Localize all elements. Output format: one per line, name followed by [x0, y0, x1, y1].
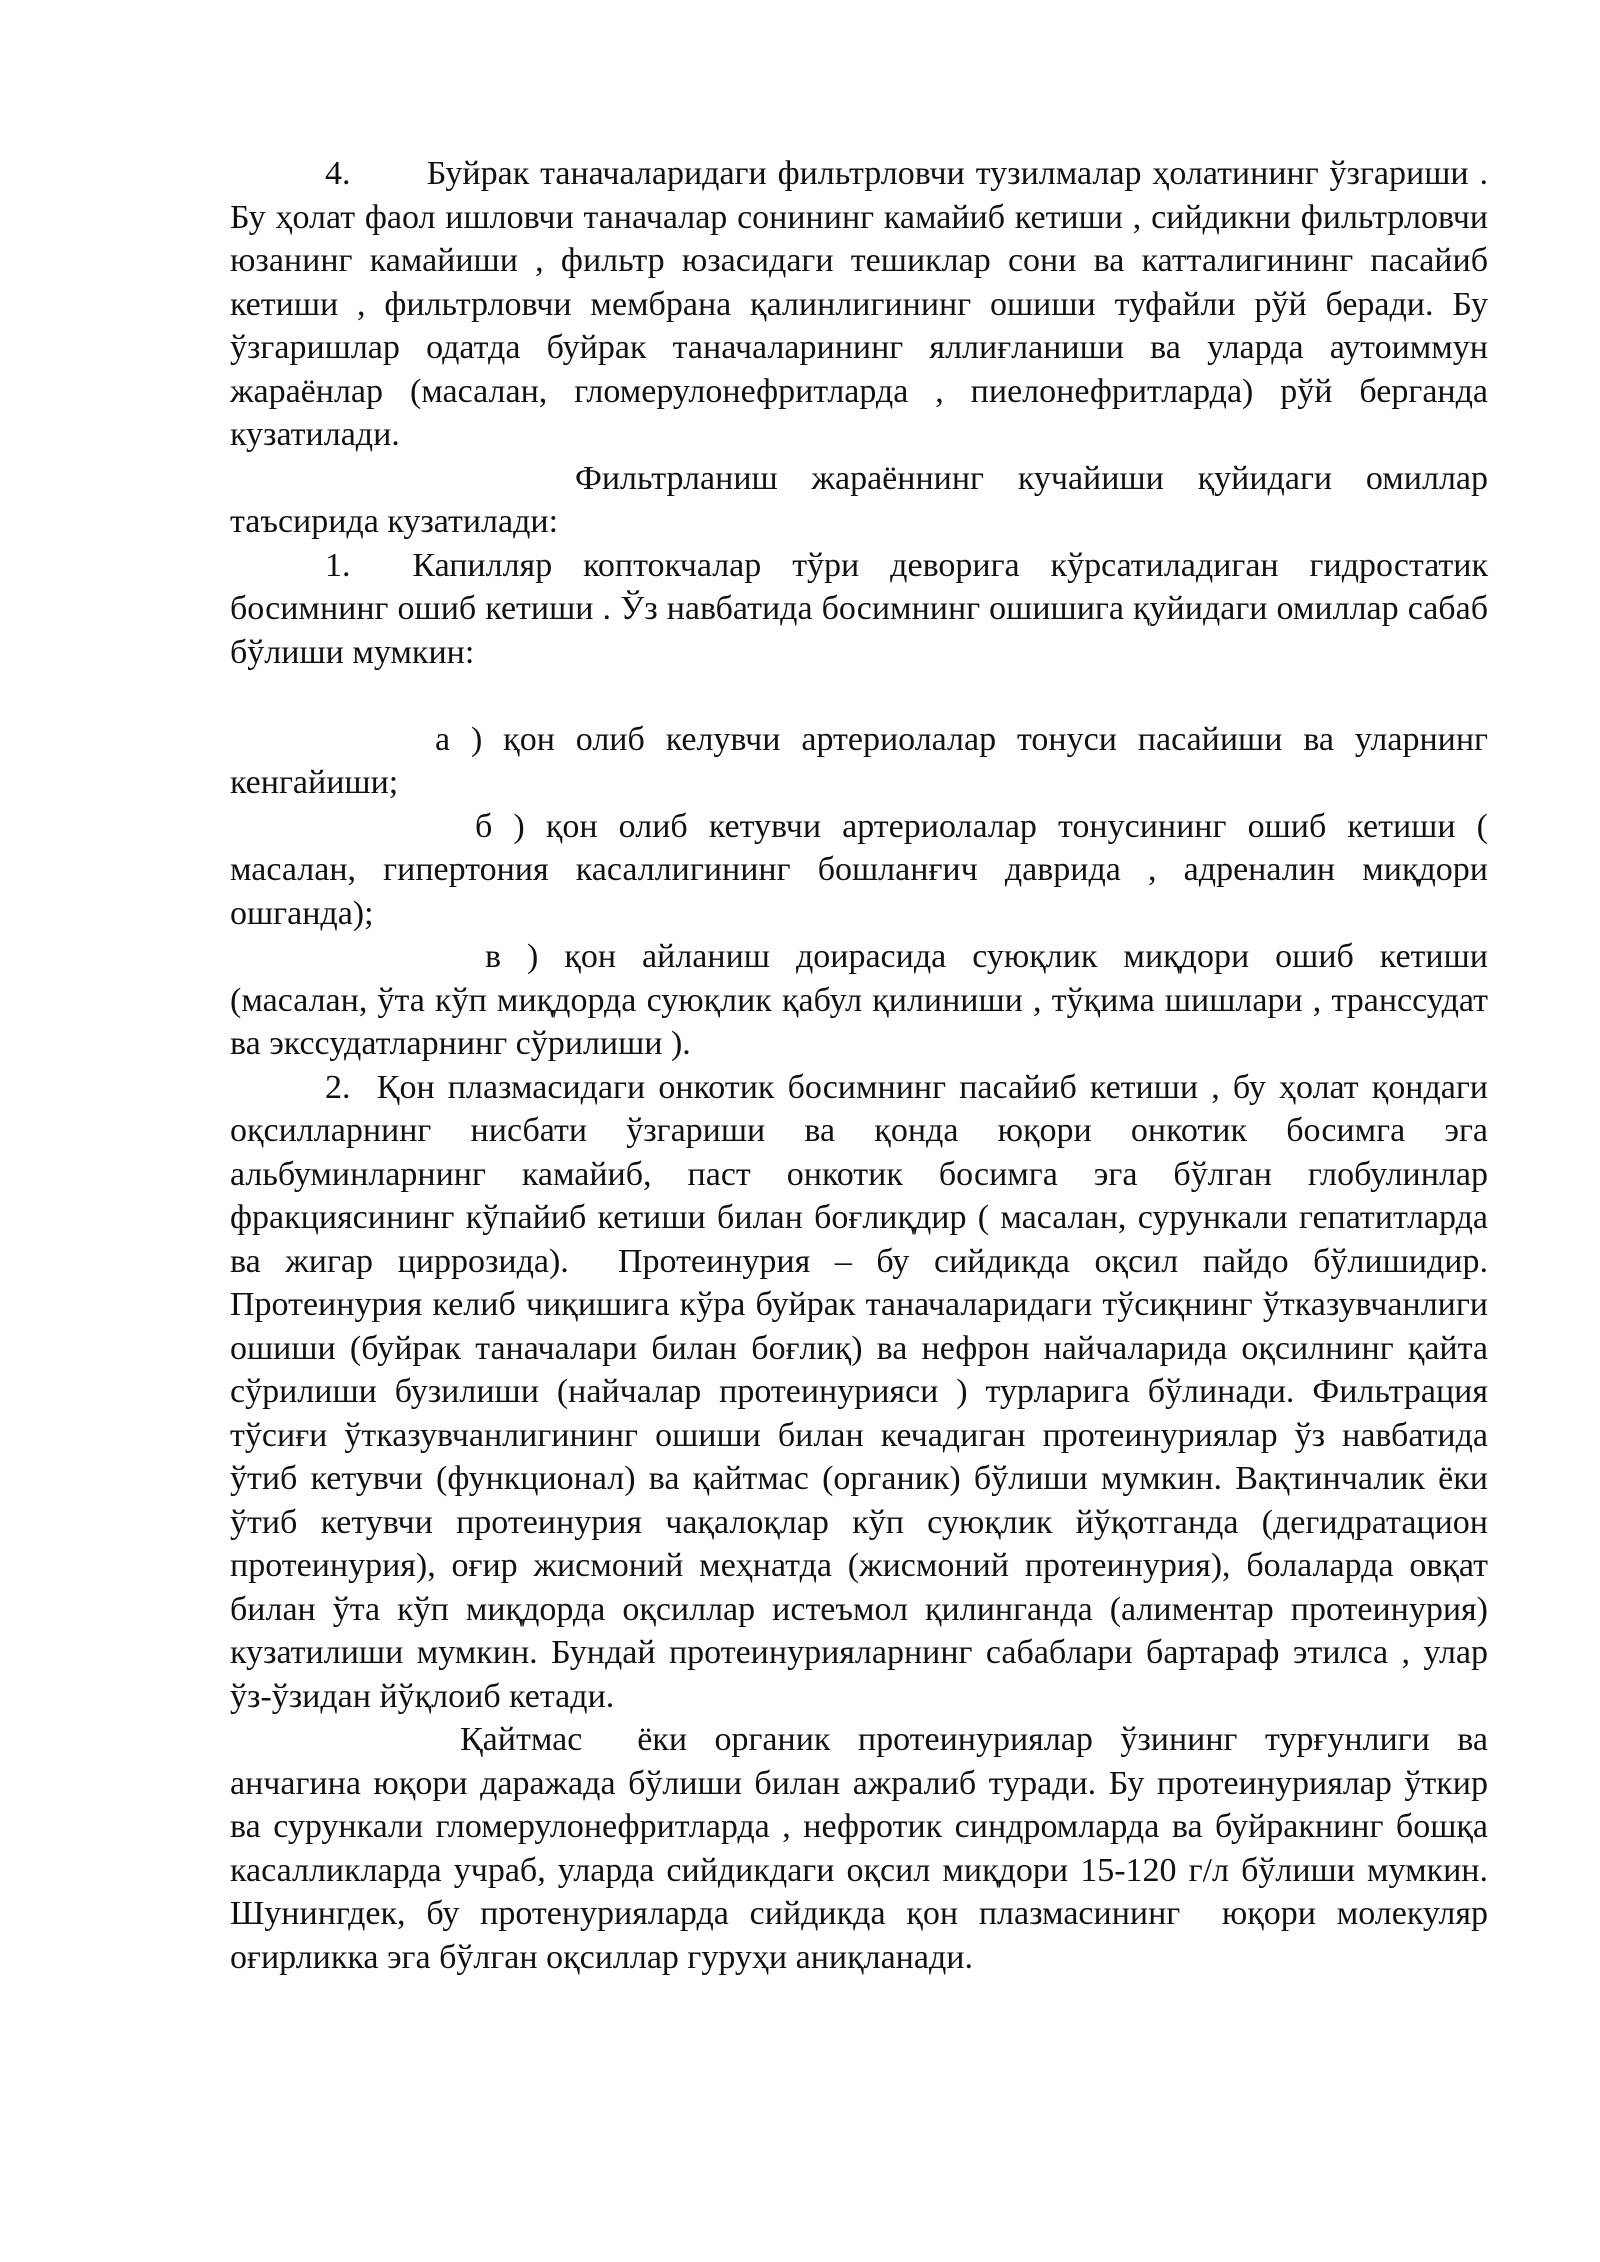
paragraph-item-1: 1. Капилляр коптокчалар тўри деворига кўрсатиладиган гидростатик босимнинг ошиб кетиши . Ўз навбатида босимнинг ошишига қуйидаги омиллар сабаб бўлиши мумкин: [230, 546, 1497, 671]
paragraph-subitem-a: а ) қон олиб келувчи артериолалар тонуси пасайиши ва уларнинг кенгайиши; [230, 720, 1497, 801]
paragraph-item-4: 4. Буйрак таначаларидаги фильтрловчи тузилмалар ҳолатининг ўзгариши . Бу ҳолат фаол ишловчи таначалар сонининг камайиб кетиши , сийдикни фильтрловчи юзанинг камайиши , фильтр юзасидаги тешиклар сони ва катталигининг пасайиб кетиши , фильтрловчи мембрана қалинлигининг ошиши туфайли рўй беради. Бу ўзгаришлар одатда буйрак таначаларининг яллиғланиши ва уларда аутоиммун жараёнлар (масалан, гломерулонефритларда , пиелонефритларда) рўй берганда кузатилади. [230, 155, 1497, 453]
paragraph-subitem-b: б ) қон олиб кетувчи артериолалар тонусининг ошиб кетиши ( масалан, гипертония касаллигининг бошланғич даврида , адреналин миқдори ошганда); [230, 807, 1497, 932]
paragraph-filtration-intro: Фильтрланиш жараённинг кучайиши қуйидаги омиллар таъсирида кузатилади: [230, 459, 1497, 540]
document-body [230, 152, 1497, 1979]
paragraph-irreversible-proteinuria: Қайтмас ёки органик протеинуриялар ўзининг турғунлиги ва анчагина юқори даражада бўлиши билан ажралиб туради. Бу протеинуриялар ўткир ва сурункали гломерулонефритларда , нефротик синдромларда ва буйракнинг бошқа касалликларда учраб, уларда сийдикдаги оқсил миқдори 15-120 г/л бўлиши мумкин. Шунингдек, бу протенурияларда сийдикда қон плазмасининг юқори молекуляр оғирликка эга бўлган оқсиллар гуруҳи аниқланади. [230, 1721, 1497, 1976]
paragraph-item-2: 2. Қон плазмасидаги онкотик босимнинг пасайиб кетиши , бу ҳолат қондаги оқсилларнинг нисбати ўзгариши ва қонда юқори онкотик босимга эга альбуминларнинг камайиб, паст онкотик босимга эга бўлган глобулинлар фракциясининг кўпайиб кетиши билан боғлиқдир ( масалан, сурункали гепатитларда ва жигар циррозида). Протеинурия – бу сийдикда оқсил пайдо бўлишидир. Протеинурия келиб чиқишига кўра буйрак таначаларидаги тўсиқнинг ўтказувчанлиги ошиши (буйрак таначалари билан боғлиқ) ва нефрон найчаларида оқсилнинг қайта сўрилиши бузилиши (найчалар протеинурияси ) турларига бўлинади. Фильтрация тўсиғи ўтказувчанлигининг ошиши билан кечадиган протеинуриялар ўз навбатида ўтиб кетувчи (функционал) ва қайтмас (органик) бўлиши мумкин. Вақтинчалик ёки ўтиб кетувчи протеинурия чақалоқлар кўп суюқлик йўқотганда (дегидратацион протеинурия), оғир жисмоний меҳнатда (жисмоний протеинурия), болаларда овқат билан ўта кўп миқдорда оқсиллар истеъмол қилинганда (алиментар протеинурия) кузатилиши мумкин. Бундай протеинурияларнинг сабаблари бартараф этилса , улар ўз-ўзидан йўқлоиб кетади. [230, 1068, 1497, 1715]
paragraph-spacer [230, 674, 1488, 718]
paragraph-subitem-v: в ) қон айланиш доирасида суюқлик миқдори ошиб кетиши (масалан, ўта кўп миқдорда суюқлик қабул қилиниши , тўқима шишлари , транссудат ва экссудатларнинг сўрилиши ). [230, 938, 1497, 1062]
